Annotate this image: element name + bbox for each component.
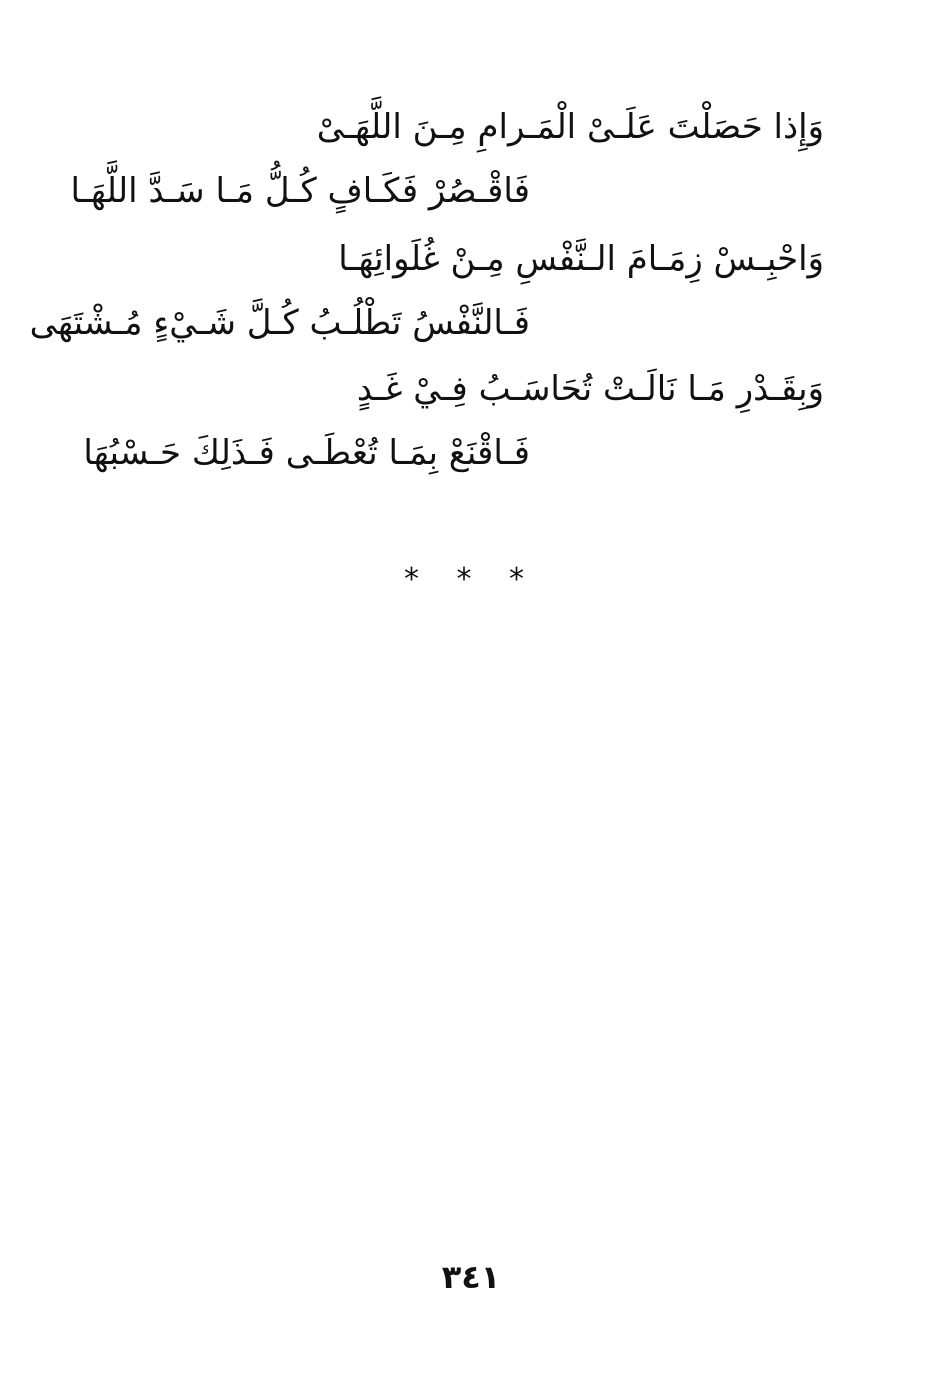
page-number: ٣٤١: [441, 1258, 501, 1296]
verse-3-second-hemistich: فَـاقْنَعْ بِمَـا تُعْطَـى فَـذَلِكَ حَـسْبُهَا: [83, 433, 530, 473]
poem: [0, 0, 942, 520]
verse-1-first-hemistich: وَإِذا حَصَلْتَ عَلَـىْ الْمَـرامِ مِـنَ اللَّهَـىْ: [316, 107, 824, 147]
verse-1-second-hemistich: فَاقْـصُرْ فَكَـافٍ كُـلُّ مَـا سَـدَّ اللَّهَـا: [70, 171, 530, 211]
verse-2-second-hemistich: فَـالنَّفْسُ تَطْلُـبُ كُـلَّ شَـيْءٍ مُـشْتَهَى: [29, 303, 530, 343]
verse-2-first-hemistich: وَاحْبِـسْ زِمَـامَ الـنَّفْسِ مِـنْ غُلَوائِهَـا: [338, 239, 824, 279]
verse-3-first-hemistich: وَبِقَـدْرِ مَـا نَالَـتْ تُحَاسَـبُ فِـيْ غَـدٍ: [356, 369, 824, 409]
section-separator: * * *: [403, 562, 539, 597]
